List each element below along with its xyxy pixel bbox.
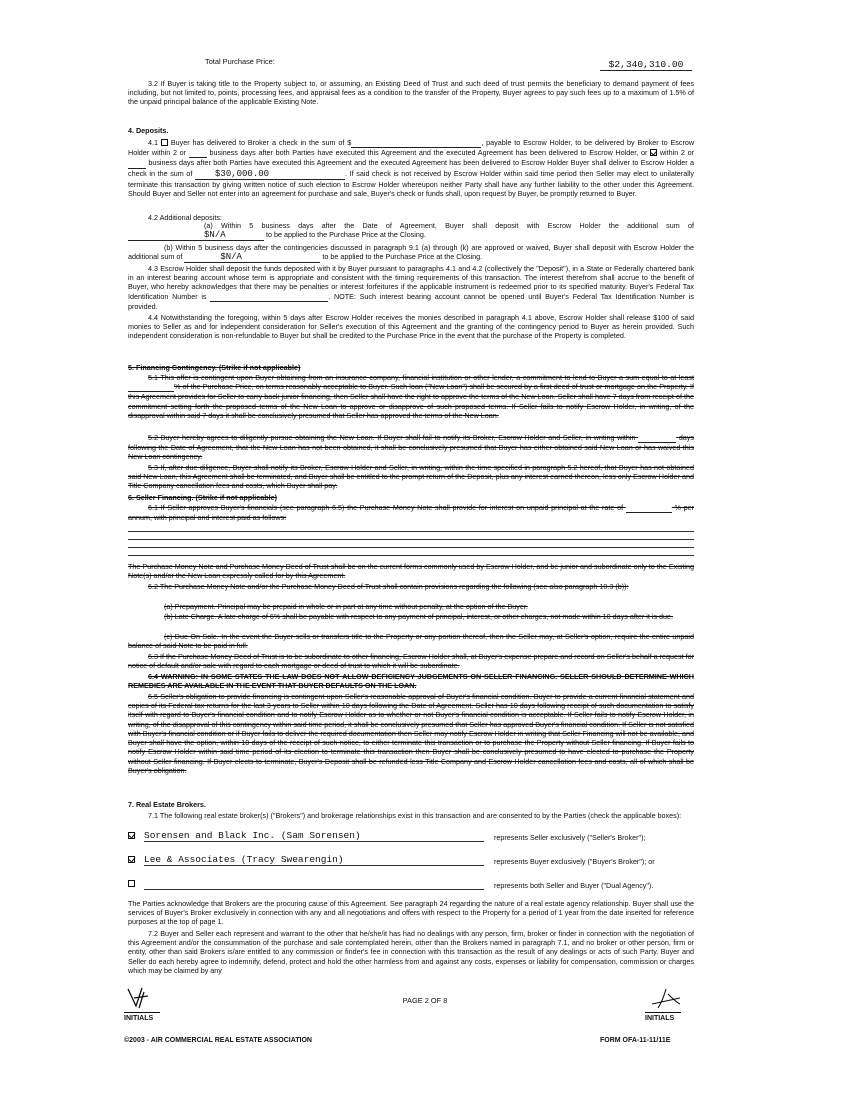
payment-terms-line[interactable] [128,531,694,532]
initials-left-label: INITIALS [124,1015,154,1022]
initials-left-line [124,1012,160,1013]
paragraph-5-1 [128,373,694,420]
paragraph-5-3: 5.3 If, after due diligence, Buyer shall notify its Broker, Escrow Holder and Seller, in writing, within the time specified in paragraph 5.2 hereof, that Buyer has not obtained said New Loan, this Agreement shall be terminated, and Buyer shall be entitled to the prompt return of the Deposit, plus any interest earned thereon, less only Escrow Holder and Title Company cancellation fees and costs, which Buyer shall pay. [128,463,694,491]
brokers-heading: 7. Real Estate Brokers. [128,800,206,809]
financing-heading: 5. Financing Contingency. (Strike if not applicable) [128,363,301,372]
initials-right-line [645,1012,681,1013]
paragraph-6-5: 6.5 Seller's obligation to provide financing is contingent upon Seller's reasonable approval of Buyer's financial condition. Buyer to provide a current financial statement and copies of its Federal tax returns for the last 3 years to Seller within 10 days following the Date of Agreement. Seller has 10 days following receipt of such documentation to satisfy itself with regard to Buyer's financial condition and to notify Escrow Holder as to whether or not Buyer's financial condition is acceptable. If Seller fails to notify Escrow Holder, in writing, of the disapproval of this contingency within said time period, it shall be conclusively presumed that Seller has approved Buyer's financial condition. If Seller is not satisfied with Buyer's financial condition or if Buyer fails to deliver the required documentation then Seller may notify Escrow Holder in writing that Seller Financing will not be available, and Buyer shall have the option, within 10 days of the receipt of such notice, to either terminate this transaction or to purchase the Property without Seller financing. If Buyer fails to notify Escrow Holder within said time period of its election to terminate this transaction then Buyer shall be conclusively presumed to have elected to purchase the Property without Seller financing. If Buyer elects to terminate, Buyer's Deposit shall be refunded less Title Company and Escrow Holder cancellation fees and costs, all of which shall be Buyer's obligation. [128,692,694,775]
broker-check-amount-field[interactable] [351,138,481,148]
loan-percent-field[interactable] [128,382,174,392]
broker-check-checkbox[interactable] [161,139,168,146]
p41-text-6: . If said check is not received by Escrow Holder within said time period then Seller may elect to unilaterally terminate this transaction by giving written notice of such election to Escrow Holder whereupon neither Party shall have any further liability to the other under this Agreement. Should Buyer and Seller not enter into an agreement for purchase and sale, Buyer's check or funds shall, upon request by Buyer, be promptly returned to Buyer. [128,168,694,198]
p52-text: 5.2 Buyer hereby agrees to diligently pursue obtaining the New Loan. If Buyer shall fail to notify its Broker, Escrow Holder and Seller, in writing within [148,433,636,442]
paragraph-6-1 [128,503,694,522]
initials-right-signature-icon [646,986,686,1012]
p42b-text: (b) Within 5 business days after the contingencies discussed in paragraph 9.1 (a) through (k) are approved or waived, Buyer shall deposit with Escrow Holder the additional sum of [128,243,694,262]
seller-broker-checkbox[interactable] [128,832,135,839]
paragraph-5-2 [128,433,694,462]
paragraph-6-2-b: (b) Late Charge. A late charge of 6% shall be payable with respect to any payment of principal, interest, or other charges, not made within 10 days after it is due. [164,612,673,621]
paragraph-6-2-a: (a) Prepayment. Principal may be prepaid in whole or in part at any time without penalty, at the option of the Buyer. [164,602,528,611]
buyer-days-field[interactable] [128,158,146,168]
paragraph-6-3: 6.3 If the Purchase Money Deed of Trust is to be subordinate to other financing, Escrow Holder shall, at Buyer's expense prepare and record on Seller's behalf a request for notice of default and/or sale with regard to each mortgage or deed of trust to which it will be subordinate. [128,652,694,671]
p41-text-4: within 2 or [659,148,695,158]
p42a-text: (a) Within 5 business days after the Date of Agreement, Buyer shall deposit with Escrow Holder the additional sum of [204,221,694,230]
broker-days-field[interactable] [189,148,207,158]
loan-days-field[interactable] [638,433,676,443]
p43-text-2: . NOTE: Such interest bearing account cannot be opened until Buyer's Federal Tax Identification Number is provided. [128,291,694,311]
seller-broker-role: represents Seller exclusively ("Seller's Broker"); [494,832,646,842]
p41-text-1: Buyer has delivered to Broker a check in the sum of $ [170,138,352,147]
broker-row-buyer [128,853,694,867]
paragraph-4-2-a [128,221,694,241]
broker-row-seller [128,829,694,843]
paragraph-4-2: 4.2 Additional deposits: [148,213,222,222]
p43-text: 4.3 Escrow Holder shall deposit the funds deposited with it by Buyer pursuant to paragraphs 4.1 and 4.2 (collectively the "Deposit"), in a State or Federally chartered bank in an interest bearing account whose term is appropriate and consistent with the timing requirements of this transaction. The interest therefrom shall accrue to the benefit of Buyer, who hereby acknowledges that there may be penalties or interest forfeitures if the applicable instrument is redeemed prior to its specified maturity. Buyer's Federal Tax Identification Number is [128,264,694,301]
paragraph-4-3 [128,264,694,311]
deposit-amount-field[interactable]: $30,000.00 [195,170,345,180]
p41-text-5: business days after both Parties have executed this Agreement and the executed Agreement has been delivered to Escrow Holder Buyer shall deliver to Escrow Holder a check in the sum of [128,158,694,178]
initials-right-label: INITIALS [645,1015,675,1022]
paragraph-4-4: 4.4 Notwithstanding the foregoing, within 5 days after Escrow Holder receives the monies described in paragraph 4.1 above, Escrow Holder shall release $100 of said monies to Seller as and for independent consideration for Seller's execution of this Agreement and the granting of the contingency period to Buyer as herein provided. Such independent consideration is non-refundable to Buyer but shall be credited to the Purchase Price in the event that the purchase of the Property is completed. [128,313,694,341]
paragraph-7-2: 7.2 Buyer and Seller each represent and warrant to the other that he/she/it has had no dealings with any person, firm, broker or finder in connection with the negotiation of this Agreement and/or the consummation of the purchase and sale contemplated herein, other than the Brokers named in paragraph 7.1, and no broker or other person, firm or entity, other than said Brokers is/are entitled to any commission or finder's fee in connection with this transaction as the result of any dealings or acts of such Party. Buyer and Seller do each hereby agree to indemnify, defend, protect and hold the other harmless from and against any costs, expenses or liability for compensation, commission or charges which may be claimed by any [128,929,694,975]
p41-label: 4.1 [148,138,158,147]
dual-agency-checkbox[interactable] [128,880,135,887]
paragraph-6-2: 6.2 The Purchase Money Note and/or the Purchase Money Deed of Trust shall contain provisions regarding the following (see also paragraph 10.3 (b)): [148,582,629,591]
seller-broker-name-field[interactable]: Sorensen and Black Inc. (Sam Sorensen) [144,830,484,842]
p61-text-2: % per annum, with principal and interest paid as follows: [128,503,695,523]
buyer-deliver-checkbox[interactable] [650,149,657,156]
p42b-text-2: to be applied to the Purchase Price at the Closing. [322,252,483,262]
payment-terms-line[interactable] [128,547,694,548]
paragraph-6-2-c: (c) Due On Sale. In the event the Buyer sells or transfers title to the Property or any portion thereof, then the Seller may, at Seller's option, require the entire unpaid balance of said Note to be paid in full. [128,632,694,651]
buyer-broker-role: represents Buyer exclusively ("Buyer's Broker"); or [494,856,655,866]
additional-sum-b-field[interactable]: $N/A [184,253,320,263]
seller-financing-heading: 6. Seller Financing. (Strike if not applicable) [128,493,277,502]
tax-id-field[interactable] [210,292,328,302]
page-number: PAGE 2 OF 8 [402,996,448,1005]
deposits-heading: 4. Deposits. [128,126,169,135]
paragraph-7-1: 7.1 The following real estate broker(s) ("Brokers") and brokerage relationships exist in this transaction and are consented to by the Parties (check the applicable boxes): [148,811,682,820]
form-id: FORM OFA-11-11/11E [600,1037,671,1044]
paragraph-4-2-b [128,243,694,263]
broker-row-dual [128,877,694,891]
paragraph-brokers-ack: The Parties acknowledge that Brokers are the procuring cause of this Agreement. See paragraph 24 regarding the nature of a real estate agency relationship. Buyer shall use the services of Buyer's Broker exclusively in connection with any and all negotiations and offers with respect to the Property for a period of 1 year from the date inserted for reference purposes at the top of page 1. [128,899,694,927]
additional-sum-a-field[interactable]: $N/A [128,231,264,241]
p51-text-2: % of the Purchase Price, on terms reasonably acceptable to Buyer. Such loan ("New Loan") shall be secured by a first deed of trust or mortgage on the Property. If this Agreement provides for Seller to carry back junior financing, then Seller shall have the right to approve the terms of the New Loan. Seller shall have 7 days from receipt of the commitment setting forth the proposed terms of the New Loan to approve or disapprove of such proposed terms. If Seller fails to notify Escrow Holder, in writing, of the disapproval within said 7 days it shall be conclusively presumed that Seller has approved the terms of the New Loan. [128,382,694,420]
paragraph-6-4: 6.4 WARNING: IN SOME STATES THE LAW DOES NOT ALLOW DEFICIENCY JUDGEMENTS ON SELLER FINANCING. SELLER SHOULD DETERMINE WHICH REMEDIES ARE AVAILABLE IN THE EVENT THAT BUYER DEFAULTS ON THE LOAN. [128,672,694,691]
total-price-value: $2,340,310.00 [600,59,692,71]
payment-terms-line[interactable] [128,539,694,540]
p52-text-2: days following the Date of Agreement, that the New Loan has not been obtained, it shall be conclusively presumed that Buyer has either obtained said New Loan or has waived this New Loan contingency. [128,433,694,462]
paragraph-3-2: 3.2 If Buyer is taking title to the Property subject to, or assuming, an Existing Deed of Trust and such deed of trust permits the beneficiary to demand payment of fees including, but not limited to, points, processing fees, and appraisal fees as a condition to the transfer of the Property, Buyer agrees to pay such fees up to a maximum of 1.5% of the unpaid principal balance of the applicable Existing Note. [128,79,694,107]
p42a-text-2: to be applied to the Purchase Price at the Closing. [266,230,426,240]
dual-agency-role: represents both Seller and Buyer ("Dual Agency"). [494,880,654,890]
p61-text: 6.1 If Seller approves Buyer's financials (see paragraph 6.5) the Purchase Money Note shall provide for interest on unpaid principal at the rate of [148,503,624,512]
copyright: ©2003 - AIR COMMERCIAL REAL ESTATE ASSOCIATION [124,1037,312,1044]
interest-rate-field[interactable] [626,503,672,513]
total-price-label: Total Purchase Price: [205,57,275,66]
buyer-broker-name-field[interactable]: Lee & Associates (Tracy Swearengin) [144,854,484,866]
p51-text: 5.1 This offer is contingent upon Buyer obtaining from an insurance company, financial institution or other lender, a commitment to lend to Buyer a sum equal to at least [148,373,694,382]
p41-text-3: business days after both Parties have executed this Agreement and the executed Agreement has been delivered to Escrow Holder, or [209,148,648,158]
buyer-broker-checkbox[interactable] [128,856,135,863]
payment-terms-line[interactable] [128,555,694,556]
p41-text-2: , payable to Escrow Holder, to be delivered by Broker to Escrow Holder within 2 or [128,138,695,158]
paragraph-6-1-after: The Purchase Money Note and Purchase Money Deed of Trust shall be on the current forms commonly used by Escrow Holder, and be junior and subordinate only to the Existing Note(s) and/or the New Loan expressly called for by this Agreement. [128,562,694,581]
paragraph-4-1 [128,138,694,198]
dual-agency-name-field[interactable] [144,878,484,890]
